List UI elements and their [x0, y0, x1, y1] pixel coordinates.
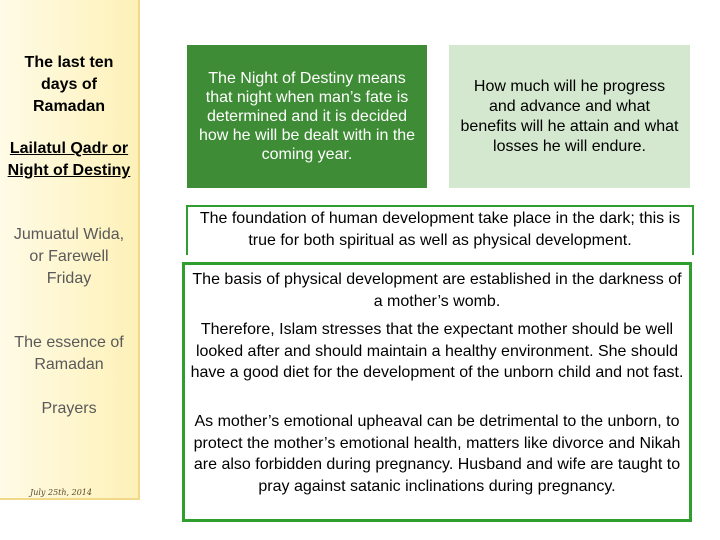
progress-question-box	[449, 45, 690, 188]
paragraph-expectant-mother: Therefore, Islam stresses that the expectant mother should be well looked after and should maintain a healthy environment. She should have a good diet for the development of the unborn child and not fast.	[190, 321, 684, 381]
date-label: July 25th, 2014	[30, 488, 92, 497]
foundation-statement: The foundation of human development take place in the dark; this is true for both spiritual as well as physical development.	[186, 205, 694, 255]
sidebar-item-last-ten-days[interactable]: The last ten days of Ramadan	[24, 54, 114, 115]
sidebar-item-prayers[interactable]: Prayers	[41, 400, 97, 417]
sidebar-item-essence-of-ramadan[interactable]: The essence of Ramadan	[14, 334, 124, 373]
sidebar-nav	[0, 0, 140, 500]
paragraph-physical-development: The basis of physical development are established in the darkness of a mother’s womb.	[192, 271, 682, 310]
progress-question-text: How much will he progress and advance and what benefits will he attain and what losses he will endure.	[460, 77, 679, 155]
paragraph-emotional-health: As mother’s emotional upheaval can be detrimental to the unborn, to protect the mother’s emotional health, matters like divorce and Nikah are also forbidden during pregnancy. Husband and wife are taught to pray against satanic inclinations during pregnancy.	[193, 413, 681, 495]
sidebar-item-jumuatul-wida[interactable]: Jumuatul Wida, or Farewell Friday	[13, 226, 125, 287]
sidebar-item-lailatul-qadr[interactable]: Lailatul Qadr or Night of Destiny	[7, 140, 131, 179]
destiny-meaning-text: The Night of Destiny means that night when man’s fate is determined and it is decided how he will be dealt with in the coming year.	[198, 70, 416, 163]
destiny-meaning-box	[187, 45, 427, 188]
main-content-box	[182, 262, 692, 522]
